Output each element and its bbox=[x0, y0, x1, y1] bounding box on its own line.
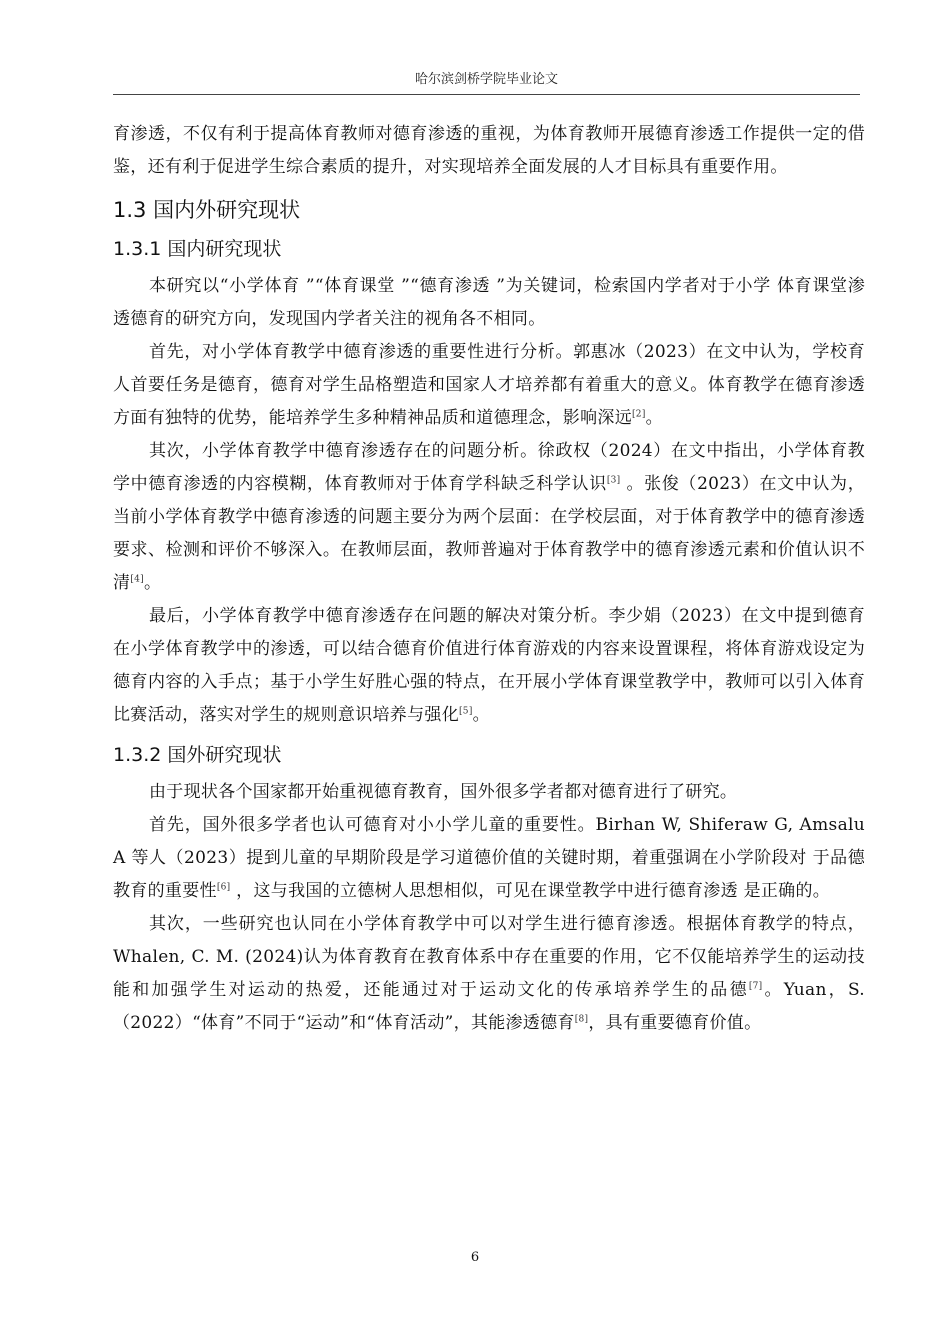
paragraph: 本研究以“小学体育 ”“体育课堂 ”“德育渗透 ”为关键词，检索国内学者对于小学 体育课堂渗透德育的研究方向，发现国内学者关注的视角各不相同。 bbox=[113, 276, 865, 329]
paragraph bbox=[113, 600, 865, 732]
paragraph-text: ，这与我国的立德树人思想相似，可见在课堂教学中进行德育渗透 是正确的。 bbox=[230, 881, 831, 901]
paragraph-text: ，具有重要德育价值。 bbox=[588, 1013, 762, 1033]
paragraph-text: 其次，小学体育教学中德育渗透存在的问题分析。徐政权（2024）在文中指出，小学体育教学中德育渗透的内容模糊，体育教师对于体育学科缺乏科学认识 bbox=[113, 441, 865, 494]
section-heading: 1.3 国内外研究现状 bbox=[113, 198, 301, 222]
citation-ref: [5] bbox=[459, 706, 473, 717]
paragraph-text: 。 bbox=[472, 705, 490, 725]
paragraph-text: 最后，小学体育教学中德育渗透存在问题的解决对策分析。李少娟（2023）在文中提到德育在小学体育教学中的渗透，可以结合德育价值进行体育游戏的内容来设置课程，将体育游戏设定为德育内容的入手点；基于小学生好胜心强的特点，在开展小学体育课堂教学中，教师可以引入体育比赛活动，落实对学生的规则意识培养与强化 bbox=[113, 606, 865, 725]
citation-ref: [6] bbox=[216, 882, 231, 893]
continuation-paragraph: 育渗透，不仅有利于提高体育教师对德育渗透的重视，为体育教师开展德育渗透工作提供一定的借鉴，还有利于促进学生综合素质的提升，对实现培养全面发展的人才目标具有重要作用。 bbox=[113, 124, 865, 177]
paragraph-text: 首先，国外很多学者也认可德育对小小学儿童的重要性。Birhan W, Shiferaw G, Amsalu A 等人（2023）提到儿童的早期阶段是学习道德价值的关键时期，着重强调在小学阶段对 于品德教育的重要性 bbox=[113, 815, 865, 901]
citation-ref: [2] bbox=[632, 409, 646, 420]
paragraph-text: 。 bbox=[645, 408, 663, 428]
paragraph bbox=[113, 435, 865, 600]
paragraph-text: 。Yuan，S.（2022）“体育”不同于“运动”和“体育活动”，其能渗透德育 bbox=[113, 980, 865, 1033]
subsection-heading-foreign: 1.3.2 国外研究现状 bbox=[113, 744, 282, 766]
citation-ref: [7] bbox=[748, 981, 763, 992]
subsection-heading-domestic: 1.3.1 国内研究现状 bbox=[113, 238, 282, 260]
paragraph bbox=[113, 336, 865, 435]
running-header: 哈尔滨剑桥学院毕业论文 bbox=[113, 68, 860, 95]
page-body bbox=[113, 118, 865, 1040]
paragraph-text: 。 bbox=[143, 573, 162, 593]
citation-ref: [3] bbox=[606, 475, 621, 486]
paragraph-text: 其次，一些研究也认同在小学体育教学中可以对学生进行德育渗透。根据体育教学的特点，Whalen, C. M. (2024)认为体育教育在教育体系中存在重要的作用，它不仅能培养学生的运动技能和加强学生对运动的热爱，还能通过对于运动文化的传承培养学生的品德 bbox=[113, 914, 865, 1000]
page-number: 6 bbox=[470, 1250, 480, 1265]
paragraph bbox=[113, 908, 865, 1040]
citation-ref: [8] bbox=[574, 1014, 589, 1025]
paragraph: 由于现状各个国家都开始重视德育教育，国外很多学者都对德育进行了研究。 bbox=[149, 782, 738, 802]
paragraph-text: 。张俊（2023）在文中认为，当前小学体育教学中德育渗透的问题主要分为两个层面：在学校层面，对于体育教学中的德育渗透要求、检测和评价不够深入。在教师层面，教师普遍对于体育教学中的德育渗透元素和价值认识不清 bbox=[113, 474, 865, 593]
paragraph bbox=[113, 809, 865, 908]
citation-ref: [4] bbox=[130, 574, 144, 585]
paragraph-text: 首先，对小学体育教学中德育渗透的重要性进行分析。郭惠冰（2023）在文中认为，学校育人首要任务是德育，德育对学生品格塑造和国家人才培养都有着重大的意义。体育教学在德育渗透方面有独特的优势，能培养学生多种精神品质和道德理念，影响深远 bbox=[113, 342, 865, 428]
